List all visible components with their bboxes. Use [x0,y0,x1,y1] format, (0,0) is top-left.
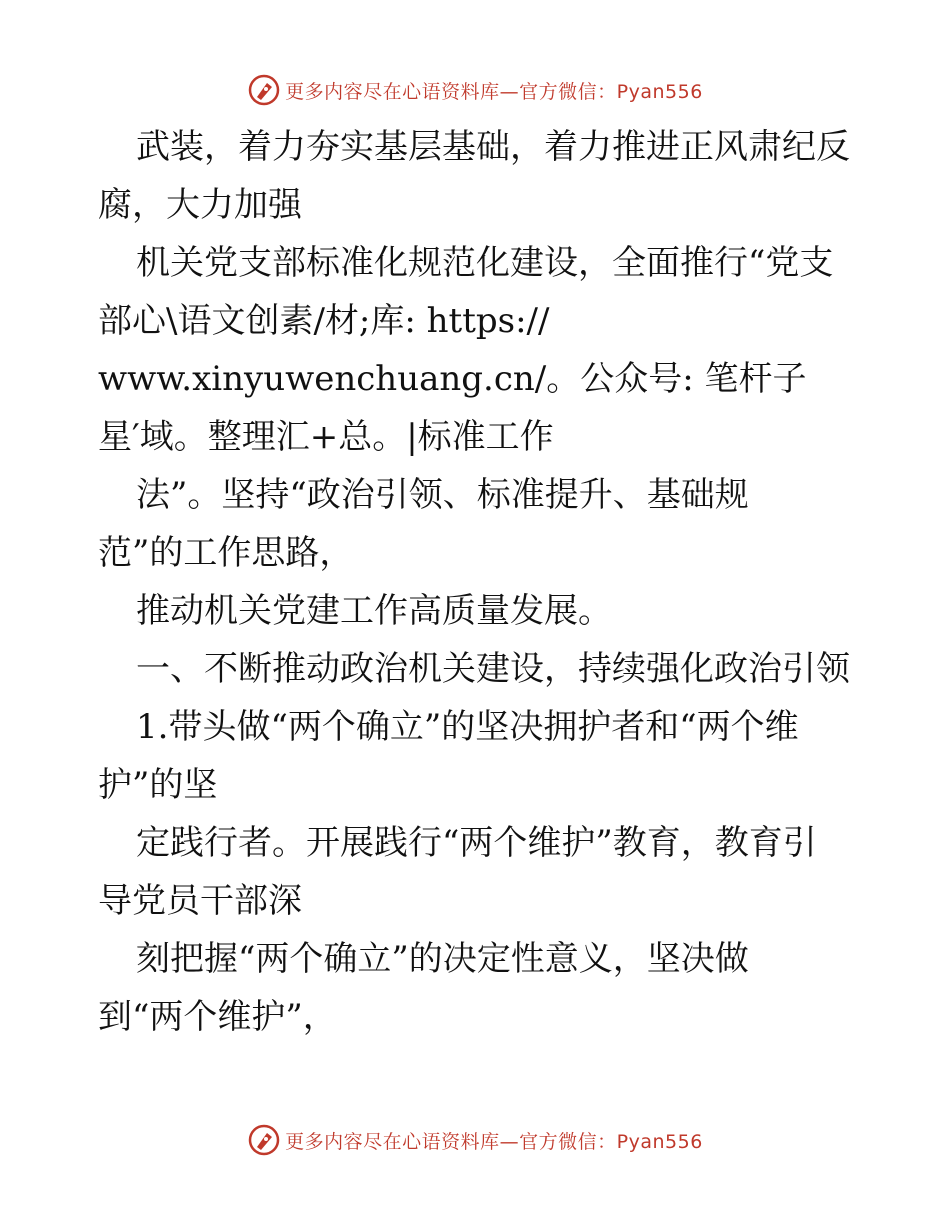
text-line: 一、不断推动政治机关建设，持续强化政治引领 [136,649,850,689]
text-line: 机关党支部标准化规范化建设，全面推行“党支 [136,243,834,283]
text-line: 星′域。整理汇+总。|标准工作 [98,417,554,457]
text-line: www.xinyuwenchuang.cn/。公众号: 笔杆子 [98,359,807,399]
text-line: 刻把握“两个确立”的决定性意义，坚决做 [136,939,749,979]
pen-nib-circle-icon [247,1123,281,1157]
text-line: 范”的工作思路， [98,533,354,573]
text-line: 推动机关党建工作高质量发展。 [136,591,612,631]
text-line: 导党员干部深 [98,881,302,921]
text-line: 定践行者。开展践行“两个维护”教育，教育引 [136,823,817,863]
text-line: 部心\语文创素/材;库: https:// [98,301,550,341]
text-line: 法”。坚持“政治引领、标准提升、基础规 [136,475,749,515]
text-line: 腐，大力加强 [98,185,302,225]
banner-text: 更多内容尽在心语资料库—官方微信：Pyan556 [285,1130,703,1153]
text-line: 护”的坚 [98,765,218,805]
header-banner [0,70,950,110]
text-line: 1.带头做“两个确立”的坚决拥护者和“两个维 [136,707,799,747]
pen-nib-circle-icon [247,73,281,107]
text-line: 武装，着力夯实基层基础，着力推进正风肃纪反 [136,127,850,167]
document-body [98,118,878,1046]
text-line: 到“两个维护”， [98,997,337,1037]
footer-banner [0,1120,950,1160]
banner-text: 更多内容尽在心语资料库—官方微信：Pyan556 [285,80,703,103]
